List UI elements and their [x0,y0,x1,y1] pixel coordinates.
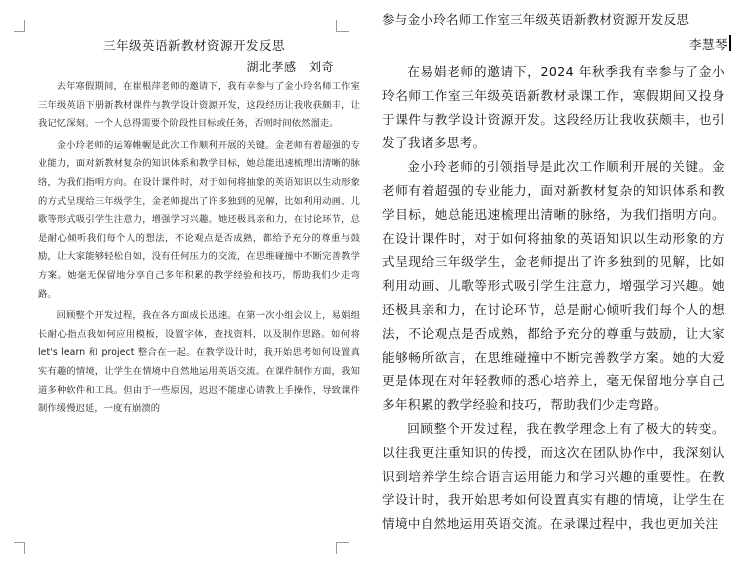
right-doc-title: 参与金小玲名师工作室三年级英语新教材资源开发反思 [382,12,690,27]
left-doc-author: 湖北孝感 刘奇 [246,60,334,74]
left-document-page [14,18,360,563]
crop-mark [24,542,25,554]
crop-mark [14,31,25,32]
left-doc-title: 三年级英语新教材资源开发反思 [102,38,285,53]
right-document-page [362,0,750,563]
text-cursor [729,35,731,51]
crop-mark [336,542,337,554]
left-paragraph-3: 回顾整个开发过程，我在各方面成长迅速。在第一次小组会议上，易娟组长耐心指点我如何应用模板，设置字体，查找资料，以及制作思路。如何将 let's learn 和 project 整合在一起。在教学设计时，我开始思考如何设置真实有趣的情境，让学生在情境中自然地运用英语交流。在课件制作方面，我知道多种软件和工具。但由于一些原因，迟迟不能虚心请教上手操作，导致课件制作缓慢迟延，一度有崩溃的 [38,310,360,415]
crop-mark [14,542,25,543]
right-paragraph-1: 在易娟老师的邀请下，2024 年秋季我有幸参与了金小玲名师工作室三年级英语新教材录课工作，寒假期间又投身于课件与教学设计资源开发。这段经历让我收获颇丰，也引发了我诸多思考。 [382,64,725,151]
crop-mark [336,542,349,543]
left-doc-body [38,78,360,437]
left-paragraph-2: 金小玲老师的运筹帷幄是此次工作顺利开展的关键。金老师有着超强的专业能力，面对新教材复杂的知识体系和教学目标，她总能迅速梳理出清晰的脉络，为我们指明方向。在设计课件时，对于如何将抽象的英语知识以生动形象的方式呈现给三年级学生，金老师提出了许多独到的见解，比如利用动画、儿歌等形式吸引学生注意力，增强学习兴趣。她还极具亲和力，在讨论环节，总是耐心倾听我们每个人的想法，不论观点是否成熟，都给予充分的尊重与鼓励，让大家能够轻松自如，没有任何压力的交流，在思维碰撞中不断完善教学方案。她毫无保留地分享自己多年积累的教学经验和技巧，帮助我们少走弯路。 [38,139,360,300]
right-doc-body[interactable] [382,60,725,547]
right-doc-author: 李慧琴 [688,37,728,52]
left-paragraph-1: 去年寒假期间，在崔根萍老师的邀请下，我有幸参与了金小玲名师工作室三年级英语下册新教材课件与教学设计资源开发，这段经历让我收获颇丰，让我记忆深刻。一个人总得需要个阶段性目标或任务，否则时间依然溜走。 [38,81,360,130]
crop-mark [336,31,349,32]
right-paragraph-3: 回顾整个开发过程，我在教学理念上有了极大的转变。以往我更注重知识的传授，而这次在团队协作中，我深刻认识到培养学生综合语言运用能力和学习兴趣的重要性。在教学设计时，我开始思考如何设置真实有趣的情境，让学生在情境中自然地运用英语交流。在录课过程中，我也更加关注 [382,420,725,532]
right-paragraph-2: 金小玲老师的引领指导是此次工作顺利开展的关键。金老师有着超强的专业能力，面对新教材复杂的知识体系和教学目标，她总能迅速梳理出清晰的脉络，为我们指明方向。在设计课件时，对于如何将抽象的英语知识以生动形象的方式呈现给三年级学生，金老师提出了许多独到的见解，比如利用动画、儿歌等形式吸引学生注意力，增强学习兴趣。她还极具亲和力，在讨论环节，总是耐心倾听我们每个人的想法，不论观点是否成熟，都给予充分的尊重与鼓励，让大家能够畅所欲言，在思维碰撞中不断完善教学方案。她的大爱更是体现在对年轻教师的悉心培养上，毫无保留地分享自己多年积累的教学经验和技巧，帮助我们少走弯路。 [382,159,725,413]
